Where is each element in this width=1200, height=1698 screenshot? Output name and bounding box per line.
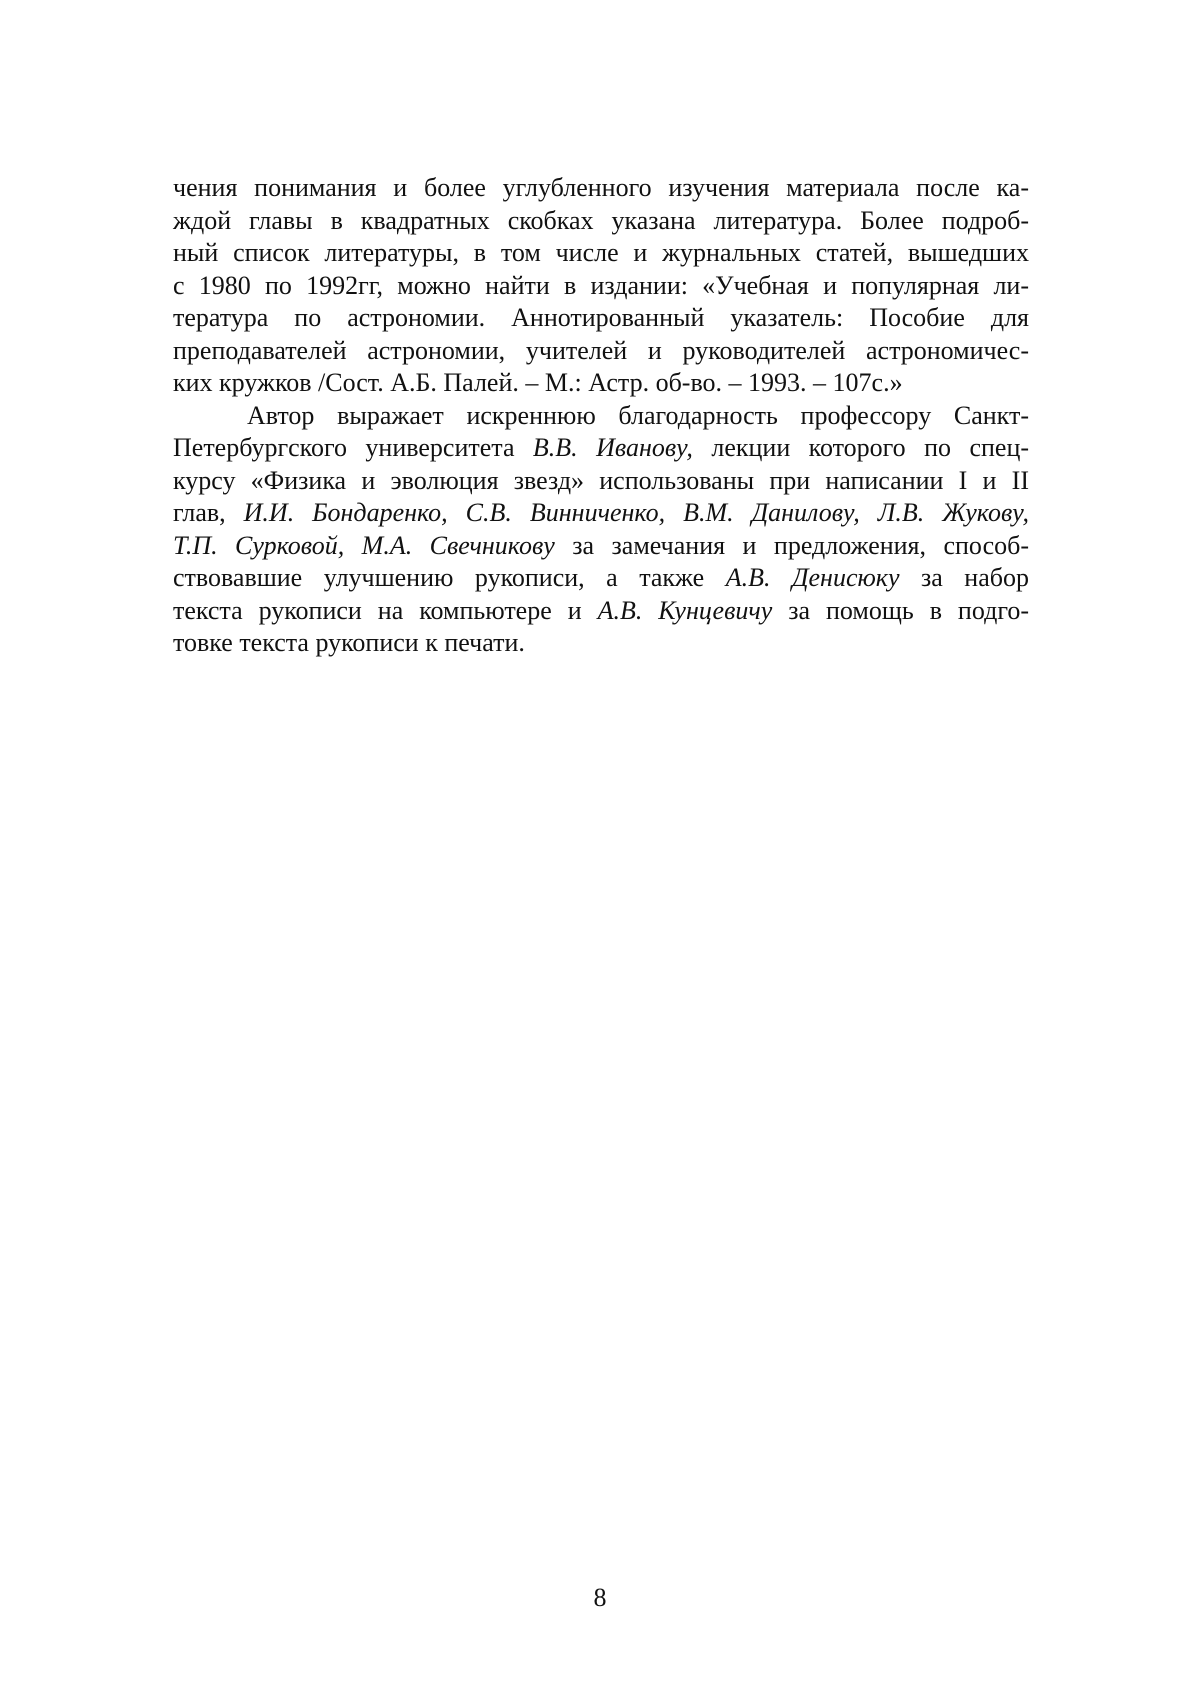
text-line: товке текста рукописи к печати. <box>173 628 525 657</box>
person-name: И.И. Бондаренко, С.В. Винниченко, В.М. Данилову, Л.В. Жукову, <box>243 498 1029 527</box>
text-segment: Петербургского университета <box>173 433 533 462</box>
page-body <box>173 172 1029 660</box>
text-line: чения понимания и более углубленного изучения материала после ка- <box>173 173 1029 202</box>
person-name: А.В. Денисюку <box>725 563 900 592</box>
page-number: 8 <box>593 1583 607 1612</box>
text-line: ный список литературы, в том числе и журнальных статей, вышедших <box>173 238 1029 267</box>
text-line: с 1980 по 1992гг, можно найти в издании: «Учебная и популярная ли- <box>173 270 1029 300</box>
text-line <box>173 530 1029 563</box>
acknowledgement-paragraph <box>173 400 1029 660</box>
text-line <box>173 432 1029 465</box>
text-segment: глав, <box>173 498 244 527</box>
text-segment: лекции которого по спец- <box>692 433 1030 462</box>
text-segment: за помощь в подго- <box>772 595 1029 625</box>
text-line <box>173 595 1029 628</box>
person-name: А.В. Кунцевичу <box>597 595 773 625</box>
text-line: ждой главы в квадратных скобках указана литература. Более подроб- <box>173 205 1029 235</box>
text-line <box>173 497 1029 530</box>
text-line: курсу «Физика и эволюция звезд» использованы при написании I и II <box>173 465 1029 495</box>
text-segment: за набор <box>899 563 1029 592</box>
text-line <box>173 562 1029 595</box>
text-segment: за замечания и предложения, способ- <box>554 530 1029 560</box>
text-segment: текста рукописи на компьютере и <box>173 595 598 625</box>
text-line: преподавателей астрономии, учителей и руководителей астрономичес- <box>173 335 1029 365</box>
text-line: Автор выражает искреннюю благодарность профессору Санкт- <box>247 400 1029 430</box>
person-name: Т.П. Сурковой, М.А. Свечникову <box>173 530 555 560</box>
literature-paragraph <box>173 172 1029 400</box>
person-name: В.В. Иванову, <box>532 433 693 462</box>
text-line: тература по астрономии. Аннотированный указатель: Пособие для <box>173 303 1029 332</box>
text-line: ких кружков /Сост. А.Б. Палей. – М.: Астр. об-во. – 1993. – 107с.» <box>173 368 903 397</box>
text-segment: ствовавшие улучшению рукописи, а также <box>173 563 726 592</box>
